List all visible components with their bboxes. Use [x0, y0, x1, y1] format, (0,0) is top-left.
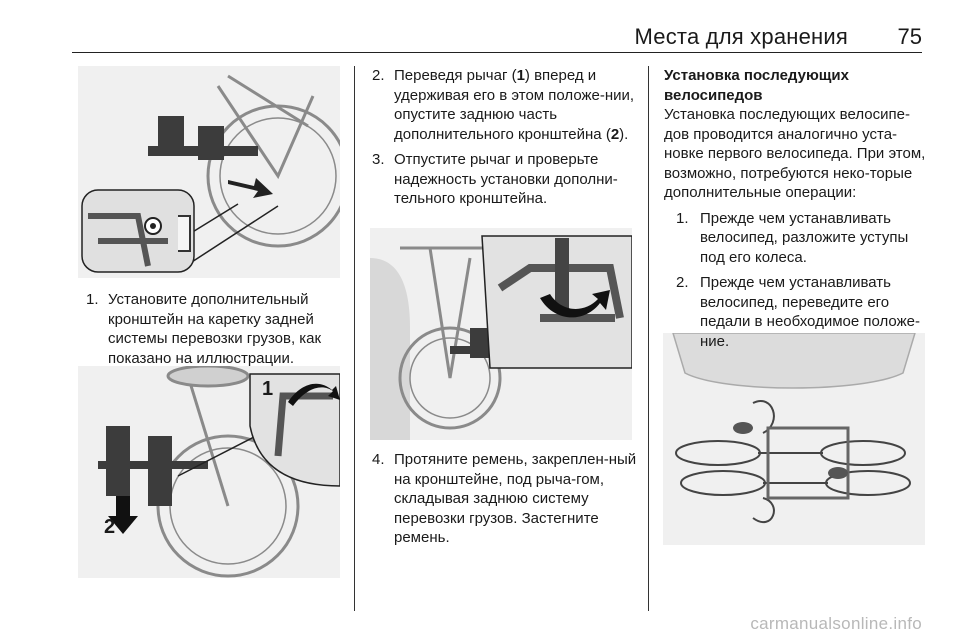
sub-step-1-text: Прежде чем устанавливать велосипед, разложите уступы под его колеса. [700, 209, 909, 266]
step-2 [372, 66, 640, 144]
step-4 [372, 450, 640, 548]
step-4-number: 4. [372, 451, 385, 468]
carrier-mount-illustration [78, 66, 340, 278]
watermark: carmanualsonline.info [750, 614, 922, 633]
multiple-bikes-illustration [663, 333, 925, 545]
step-2-text-e: ). [619, 125, 629, 143]
column-divider-right [648, 66, 649, 611]
figure-multiple-bikes [663, 333, 925, 545]
sub-step-1-number: 1. [676, 209, 689, 227]
strap-fastening-illustration [370, 228, 632, 440]
step-2-number: 2. [372, 67, 385, 84]
step-2-ref-2: 2 [610, 125, 620, 143]
step-2-text-c: ) вперед и удерживая его в этом положе-нии, опустите заднюю часть дополнительного кронштейна ( [394, 67, 635, 143]
step-1-number: 1. [86, 291, 99, 308]
column-3-text [664, 66, 928, 357]
subsection-heading: Установка последующих велосипедов [664, 67, 849, 104]
step-2-ref-1: 1 [516, 67, 525, 84]
figure-label-2: 2 [104, 516, 116, 538]
sub-step-2 [676, 273, 928, 351]
page-header [0, 0, 960, 56]
step-1-text: Установите дополнительный кронштейн на каретку задней системы перевозки грузов, как показано на иллюстрации. [108, 291, 322, 367]
figure-carrier-mount [78, 66, 340, 278]
step-3-text: Отпустите рычаг и проверьте надежность установки дополни-тельного кронштейна. [394, 151, 618, 207]
step-1 [86, 290, 348, 368]
sub-step-2-number: 2. [676, 274, 689, 291]
step-3-number: 3. [372, 151, 385, 168]
sub-step-2-text: Прежде чем устанавливать велосипед, переведите его педали в необходимое положе-ние. [700, 274, 920, 350]
header-divider [72, 52, 922, 53]
sub-step-1 [676, 209, 928, 268]
step-2-text-a: Переведя рычаг ( [394, 67, 517, 84]
additional-steps-list [664, 209, 928, 352]
figure-label-1: 1 [262, 378, 274, 400]
intro-paragraph: Установка последующих велосипе-дов проводится аналогично уста-новке первого велосипеда. При этом, возможно, потребуются неко-торые дополнительные операции: [664, 106, 926, 201]
figure-lever-operation [78, 366, 340, 578]
page-number: 75 [897, 24, 922, 49]
step-3 [372, 150, 640, 209]
step-4-text: Протяните ремень, закреплен-ный на кронштейне, под рыча-гом, складывая заднюю систему перевозки грузов. Застегните ремень. [394, 451, 637, 546]
column-2-text-bottom [372, 450, 640, 554]
figure-strap-fastening [370, 228, 632, 440]
lever-operation-illustration [78, 366, 340, 578]
column-1-text [86, 290, 348, 374]
column-2-text-top [372, 66, 640, 215]
column-divider-left [354, 66, 355, 611]
section-title: Места для хранения [634, 24, 848, 49]
